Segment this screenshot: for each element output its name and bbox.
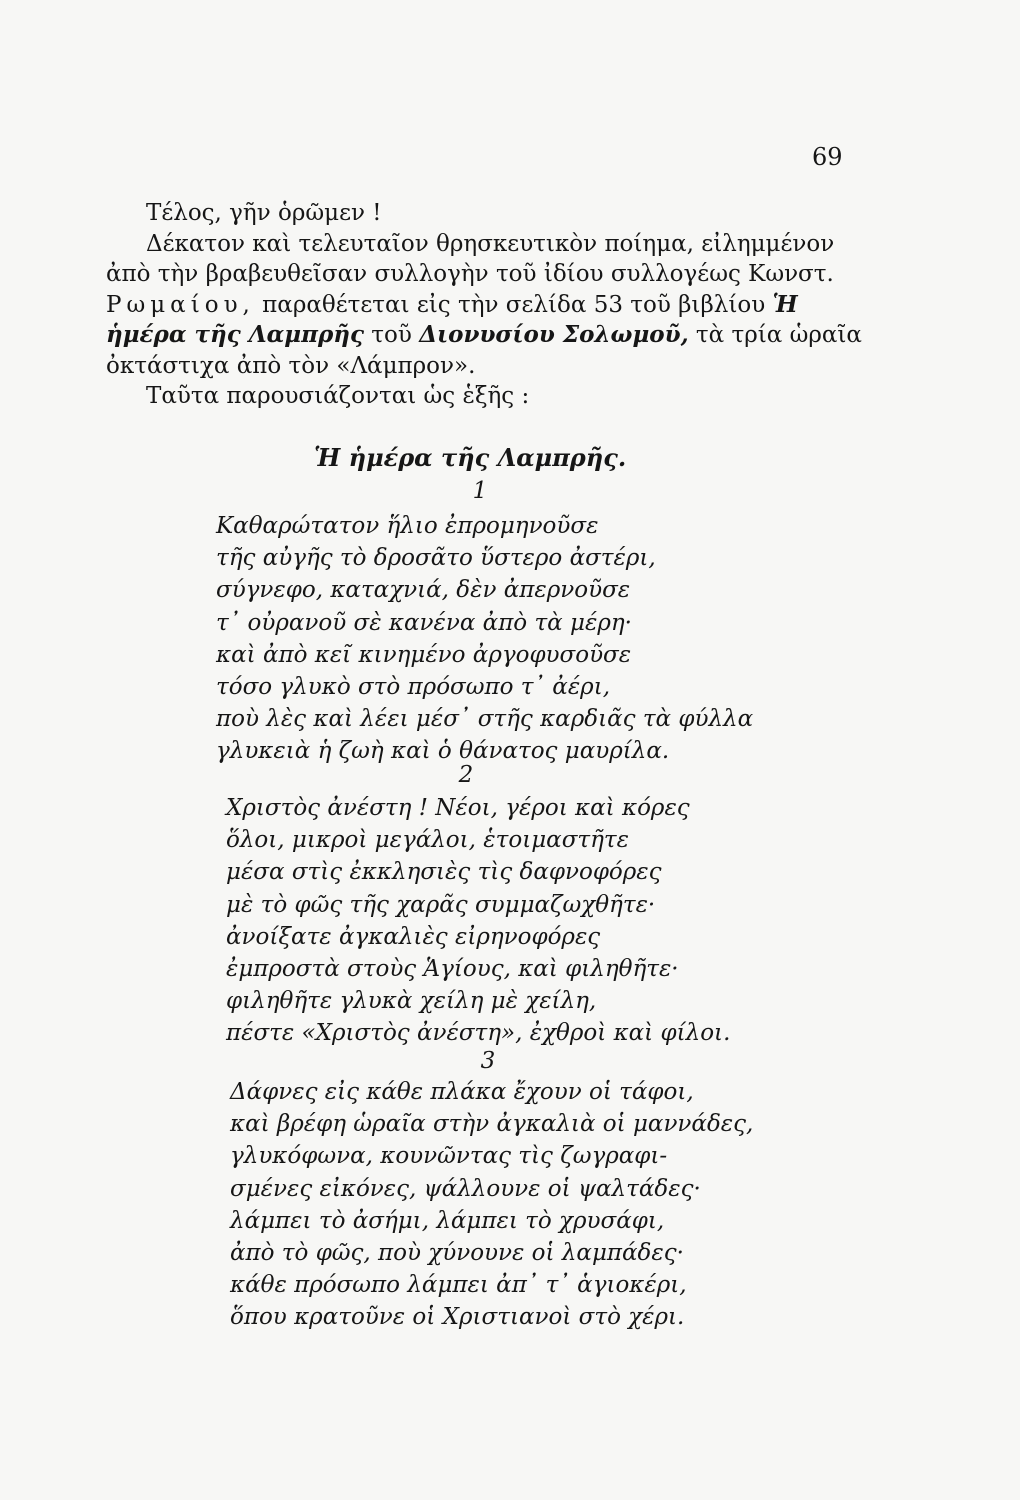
poem-line: τόσο γλυκὸ στὸ πρόσωπο τ᾽ ἀέρι,: [216, 674, 611, 701]
stanza-3: [230, 1076, 753, 1334]
poem-line: γλυκόφωνα, κουνῶντας τὶς ζωγραφι-: [230, 1143, 668, 1170]
poem-line: τῆς αὐγῆς τὸ δροσᾶτο ὕστερο ἀστέρι,: [216, 545, 656, 572]
intro-para-line-1: Δέκατον καὶ τελευταῖον θρησκευτικὸν ποίημα, εἰλημμένον: [146, 230, 835, 257]
intro-para-line-4: [106, 320, 862, 351]
poem-line: καὶ ἀπὸ κεῖ κινημένο ἀργοφυσοῦσε: [216, 641, 632, 668]
poem-line: κάθε πρόσωπο λάμπει ἀπ᾽ τ᾽ ἁγιοκέρι,: [230, 1272, 687, 1299]
stanza-number-3: 3: [480, 1048, 496, 1074]
intro-para-line-4-text: τοῦ: [364, 322, 420, 348]
intro-para-line-4-rest: τὰ τρία ὡραῖα: [688, 322, 862, 348]
author-name: Ρωμαίου,: [106, 291, 255, 318]
poem-line: καὶ βρέφη ὡραῖα στὴν ἀγκαλιὰ οἱ μαννάδες,: [230, 1111, 754, 1138]
poem-line: ἐμπροστὰ στοὺς Ἁγίους, καὶ φιληθῆτε·: [226, 956, 679, 983]
poem-line: μέσα στὶς ἐκκλησιὲς τὶς δαφνοφόρες: [226, 859, 662, 886]
stanza-number-1: 1: [472, 478, 488, 504]
poem-line: Δάφνες εἰς κάθε πλάκα ἔχουν οἱ τάφοι,: [230, 1079, 694, 1105]
intro-line-1: Τέλος, γῆν ὁρῶμεν !: [146, 200, 382, 226]
poem-line: σύγνεφο, καταχνιά, δὲν ἀπερνοῦσε: [216, 577, 631, 604]
intro-para-line-3-text: παραθέτεται εἰς τὴν σελίδα 53 τοῦ βιβλίου: [254, 291, 773, 318]
poem-line: γλυκειὰ ἡ ζωὴ καὶ ὁ θάνατος μαυρίλα.: [216, 738, 670, 765]
intro-para-line-3: [106, 290, 846, 321]
intro-prose: [106, 198, 862, 412]
intro-line-3: Ταῦτα παρουσιάζονται ὡς ἑξῆς :: [146, 383, 530, 409]
poem-line: Καθαρώτατον ἥλιο ἐπρομηνοῦσε: [216, 513, 599, 539]
stanza-1: [216, 510, 753, 768]
book-title-end: ἡμέρα τῆς Λαμπρῆς: [106, 321, 364, 348]
poem-line: σμένες εἰκόνες, ψάλλουνε οἱ ψαλτάδες·: [230, 1175, 701, 1202]
page-number: 69: [812, 143, 843, 171]
intro-para-line-5: ὀκτάστιχα ἀπὸ τὸν «Λάμπρον».: [106, 352, 476, 379]
stanza-2: [226, 792, 730, 1050]
poem-line: ὅλοι, μικροὶ μεγάλοι, ἑτοιμαστῆτε: [226, 827, 629, 854]
book-author: Διονυσίου Σολωμοῦ,: [419, 321, 689, 348]
poem-line: μὲ τὸ φῶς τῆς χαρᾶς συμμαζωχθῆτε·: [226, 891, 656, 918]
poem-line: φιληθῆτε γλυκὰ χείλη μὲ χείλη,: [226, 988, 597, 1015]
poem-line: λάμπει τὸ ἀσήμι, λάμπει τὸ χρυσάφι,: [230, 1207, 665, 1234]
poem-line: ἀπὸ τὸ φῶς, ποὺ χύνουνε οἱ λαμπάδες·: [230, 1240, 684, 1267]
poem-title: Ἡ ἡμέρα τῆς Λαμπρῆς.: [314, 443, 627, 472]
poem-line: Χριστὸς ἀνέστη ! Νέοι, γέροι καὶ κόρες: [226, 795, 690, 821]
stanza-number-2: 2: [458, 762, 474, 788]
intro-para-line-2: ἀπὸ τὴν βραβευθεῖσαν συλλογὴν τοῦ ἰδίου συλλογέως Κωνστ.: [106, 261, 834, 287]
book-title-start: Ἡ: [772, 290, 798, 318]
poem-line: ἀνοίξατε ἀγκαλιὲς εἰρηνοφόρες: [226, 923, 601, 950]
poem-line: πέστε «Χριστὸς ἀνέστη», ἐχθροὶ καὶ φίλοι.: [226, 1020, 731, 1047]
poem-line: ποὺ λὲς καὶ λέει μέσ᾽ στῆς καρδιᾶς τὰ φύλλα: [216, 706, 754, 733]
poem-line: τ᾽ οὐρανοῦ σὲ κανένα ἀπὸ τὰ μέρη·: [216, 609, 632, 636]
poem-line: ὅπου κρατοῦνε οἱ Χριστιανοὶ στὸ χέρι.: [230, 1304, 685, 1331]
